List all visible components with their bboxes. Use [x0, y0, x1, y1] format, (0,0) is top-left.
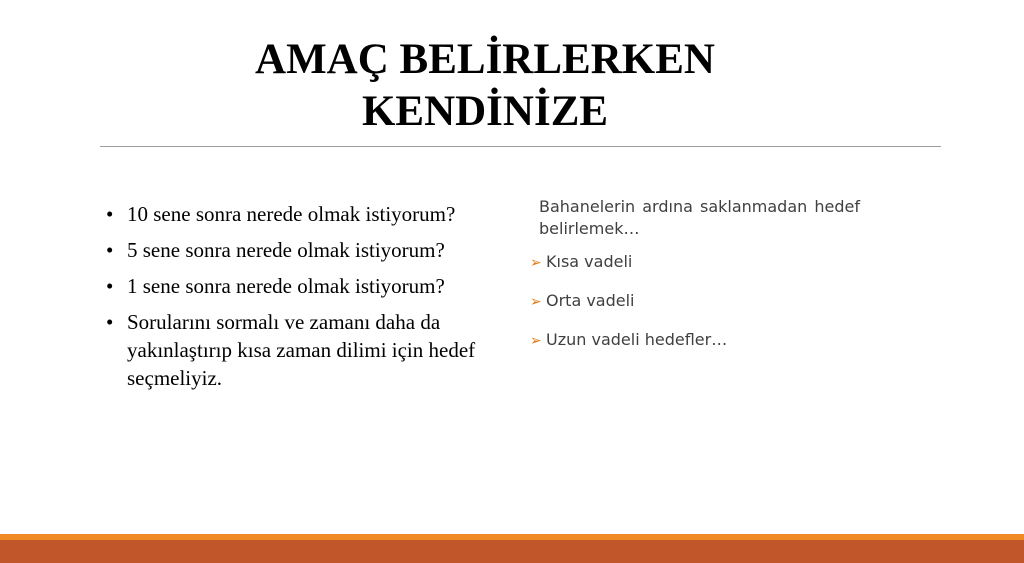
- title-divider: [100, 146, 941, 147]
- list-item-text: 5 sene sonra nerede olmak istiyorum?: [127, 238, 445, 262]
- title-line-2: KENDİNİZE: [361, 88, 609, 135]
- right-intro-text: Bahanelerin ardına saklanmadan hedef belirlemek…: [539, 197, 860, 238]
- list-item-text: Kısa vadeli: [546, 252, 633, 271]
- list-item: [530, 289, 900, 328]
- list-item: [530, 250, 900, 289]
- right-arrow-list: [530, 250, 900, 367]
- bullet-icon: •: [106, 274, 114, 298]
- arrow-bullet-icon: ➢: [530, 255, 542, 271]
- bullet-icon: •: [106, 238, 114, 262]
- list-item: [106, 200, 506, 228]
- arrow-bullet-icon: ➢: [530, 294, 542, 310]
- list-item-text: Orta vadeli: [546, 291, 635, 310]
- list-item-text: 10 sene sonra nerede olmak istiyorum?: [127, 202, 456, 226]
- footer-band: [0, 540, 1024, 563]
- list-item-text: Sorularını sormalı ve zamanı daha da yakınlaştırıp kısa zaman dilimi için hedef seçmeliyiz.: [127, 310, 476, 390]
- bullet-icon: •: [106, 310, 114, 334]
- right-text-block: [530, 196, 900, 367]
- slide-title: [140, 34, 830, 138]
- list-item: [106, 308, 506, 392]
- bullet-icon: •: [106, 202, 114, 226]
- left-bullet-list: [106, 200, 506, 400]
- list-item: [106, 236, 506, 264]
- list-item: [106, 272, 506, 300]
- list-item-text: 1 sene sonra nerede olmak istiyorum?: [127, 274, 445, 298]
- list-item: [530, 328, 900, 367]
- title-line-1: AMAÇ BELİRLERKEN: [255, 36, 715, 83]
- list-item-text: Uzun vadeli hedefler…: [546, 330, 728, 349]
- arrow-bullet-icon: ➢: [530, 333, 542, 349]
